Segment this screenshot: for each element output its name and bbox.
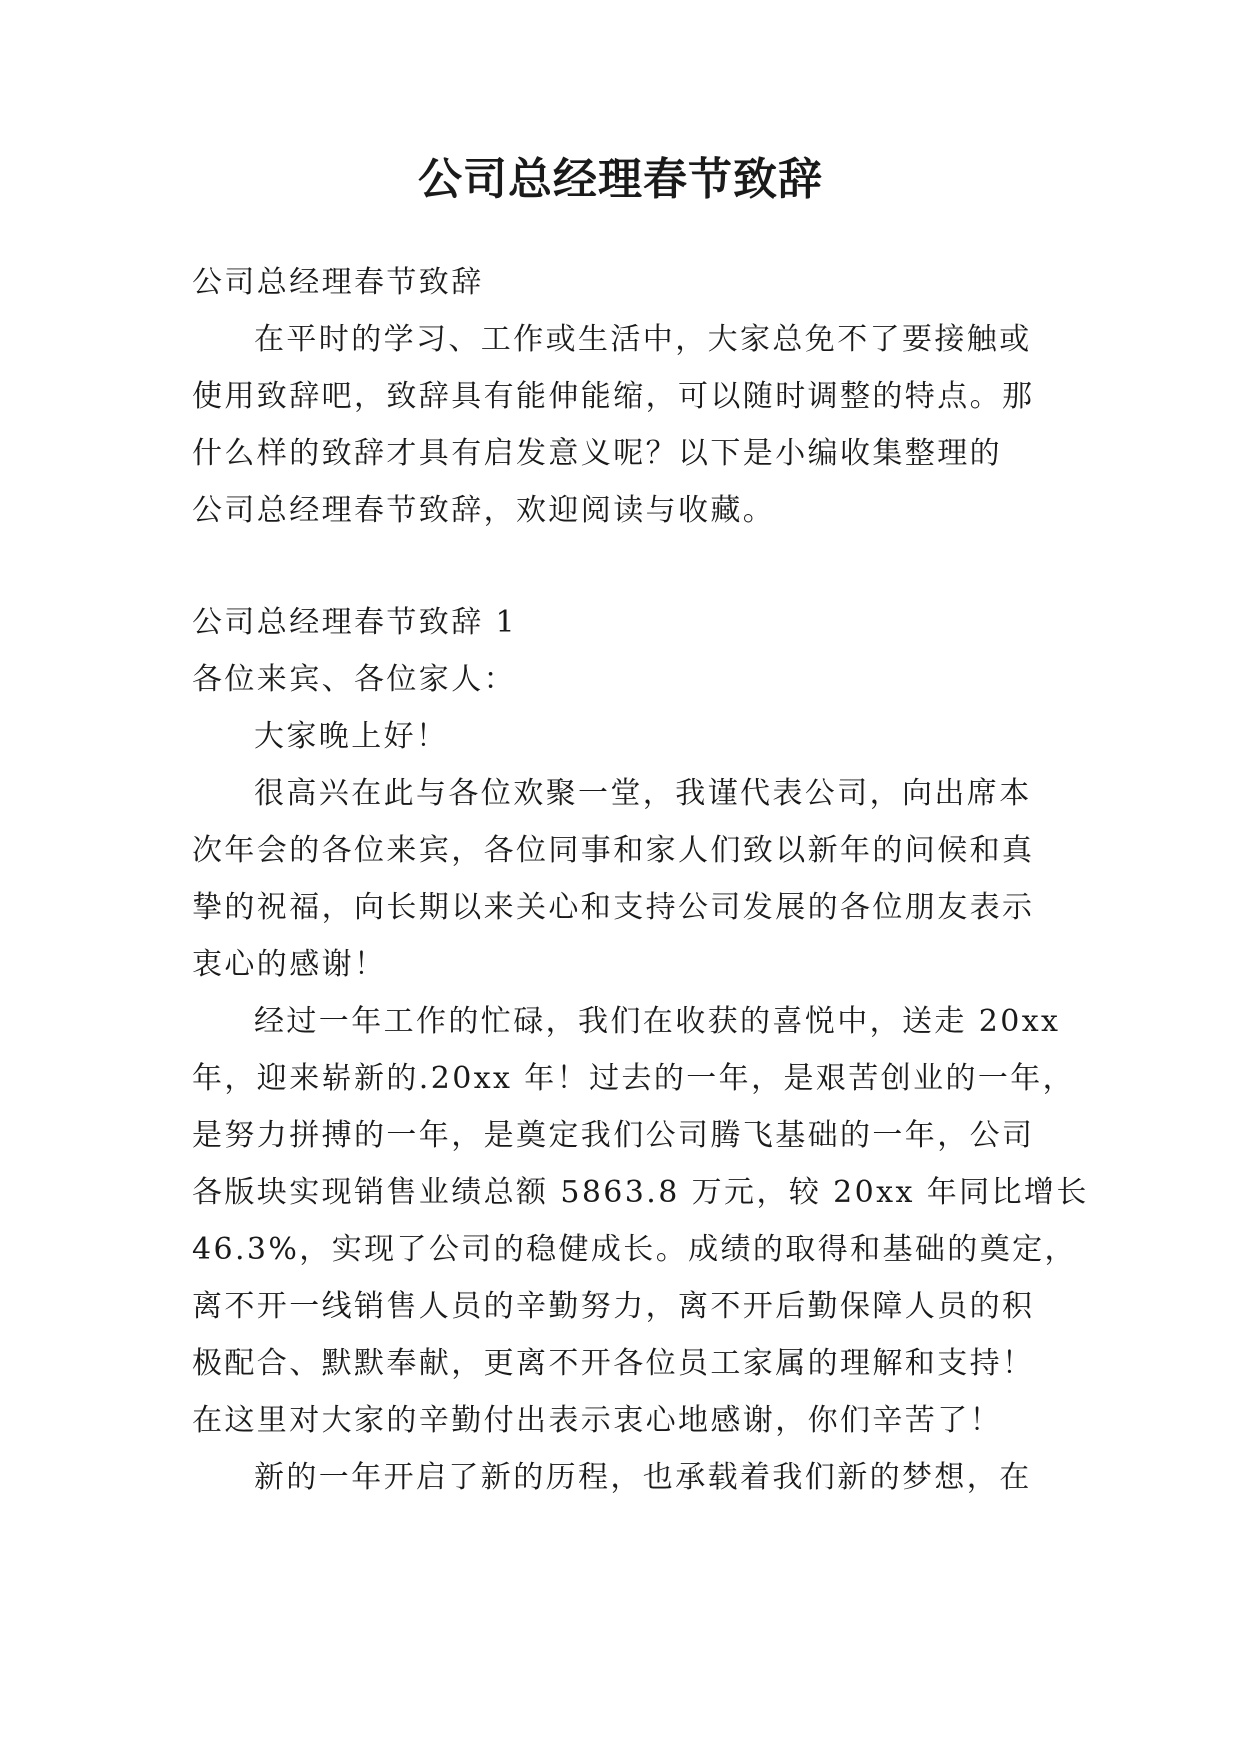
paragraph-line: 挚的祝福，向长期以来关心和支持公司发展的各位朋友表示	[192, 890, 1035, 925]
paragraph-line: 公司总经理春节致辞，欢迎阅读与收藏。	[192, 493, 776, 528]
section-heading: 公司总经理春节致辞 1	[192, 605, 518, 640]
paragraph-line: 经过一年工作的忙碌，我们在收获的喜悦中，送走 20xx	[254, 1004, 1061, 1039]
subtitle-line: 公司总经理春节致辞	[192, 265, 484, 300]
paragraph-line: 是努力拼搏的一年，是奠定我们公司腾飞基础的一年，公司	[192, 1118, 1035, 1153]
paragraph-line: 在平时的学习、工作或生活中，大家总免不了要接触或	[254, 322, 1032, 357]
paragraph-line: 使用致辞吧，致辞具有能伸能缩，可以随时调整的特点。那	[192, 379, 1035, 414]
greeting-line: 大家晚上好！	[254, 719, 449, 754]
salutation-line: 各位来宾、各位家人：	[192, 662, 516, 697]
paragraph-line: 年，迎来崭新的.20xx 年！过去的一年，是艰苦创业的一年，	[192, 1061, 1076, 1096]
paragraph-line: 衷心的感谢！	[192, 947, 387, 982]
paragraph-line: 极配合、默默奉献，更离不开各位员工家属的理解和支持！	[192, 1346, 1035, 1381]
paragraph-line: 46.3%，实现了公司的稳健成长。成绩的取得和基础的奠定，	[192, 1232, 1077, 1267]
paragraph-line: 各版块实现销售业绩总额 5863.8 万元，较 20xx 年同比增长	[192, 1175, 1089, 1210]
paragraph-line: 次年会的各位来宾，各位同事和家人们致以新年的问候和真	[192, 833, 1035, 868]
paragraph-line: 什么样的致辞才具有启发意义呢？以下是小编收集整理的	[192, 436, 1002, 471]
paragraph-line: 在这里对大家的辛勤付出表示衷心地感谢，你们辛苦了！	[192, 1403, 1002, 1438]
document-title: 公司总经理春节致辞	[418, 154, 823, 205]
paragraph-line: 很高兴在此与各位欢聚一堂，我谨代表公司，向出席本	[254, 776, 1032, 811]
paragraph-line: 新的一年开启了新的历程，也承载着我们新的梦想，在	[254, 1460, 1032, 1495]
paragraph-line: 离不开一线销售人员的辛勤努力，离不开后勤保障人员的积	[192, 1289, 1035, 1324]
